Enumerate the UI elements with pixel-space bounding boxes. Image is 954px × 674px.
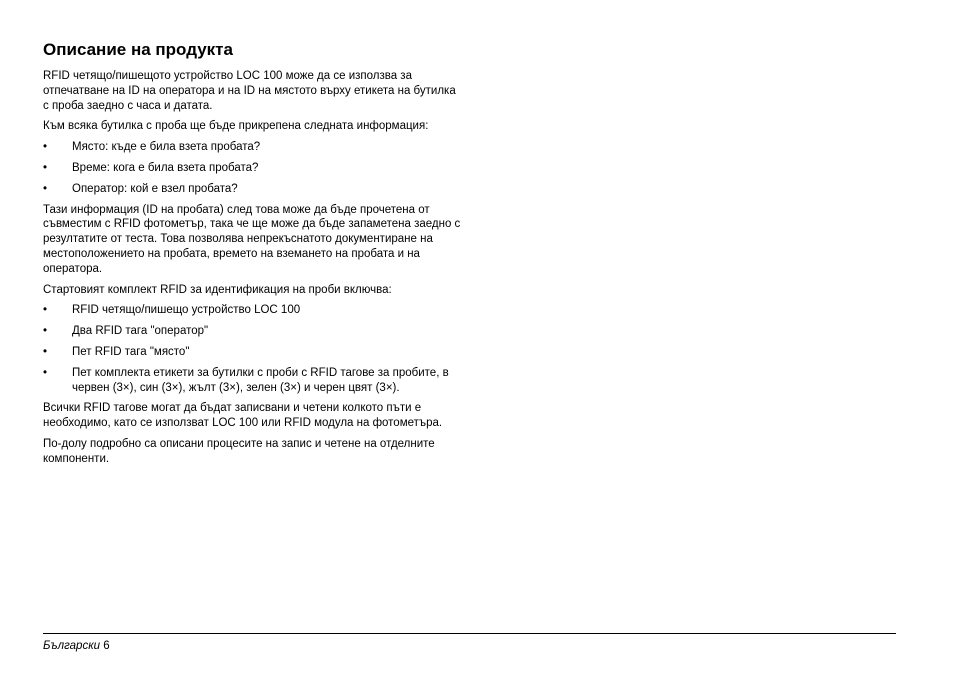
page-number: 6: [103, 640, 110, 652]
bullet-icon: •: [43, 345, 48, 358]
list-item: [43, 140, 463, 155]
list-item: [43, 303, 463, 318]
bullet-icon: •: [43, 141, 48, 154]
rewrite-paragraph: Всички RFID тагове могат да бъдат записвани и четени колкото пъти е необходимо, като се използват LOC 100 или RFID модула на фотометъра.: [43, 402, 443, 430]
list-item-text: Пет комплекта етикети за бутилки с проби с RFID тагове за пробите, в червен (3×), син (3×), жълт (3×), зелен (3×) и черен цвят (3×).: [72, 366, 449, 394]
list-item-text: Оператор: кой е взел пробата?: [72, 182, 238, 195]
list-item-text: Два RFID тага "оператор": [72, 325, 209, 338]
closing-paragraph: По-долу подробно са описани процесите на запис и четене на отделните компоненти.: [43, 437, 435, 465]
list-item: [43, 345, 463, 360]
bullet-icon: •: [43, 325, 48, 338]
list-item: [43, 324, 463, 339]
list-item: [43, 182, 463, 197]
bullet-icon: •: [43, 304, 48, 317]
list-item: [43, 366, 463, 396]
list-item-text: Място: къде е била взета пробата?: [72, 141, 261, 154]
info-list: [43, 140, 463, 196]
main-content: [43, 40, 463, 473]
info-intro-paragraph: Към всяка бутилка с проба ще бъде прикрепена следната информация:: [43, 120, 429, 133]
list-item-text: RFID четящо/пишещо устройство LOC 100: [72, 304, 301, 317]
footer-language: Български: [43, 640, 101, 652]
list-item-text: Време: кога е била взета пробата?: [72, 161, 259, 174]
kit-intro-paragraph: Стартовият комплект RFID за идентификация на проби включва:: [43, 283, 392, 296]
info-usage-paragraph: Тази информация (ID на пробата) след това може да бъде прочетена от съвместим с RFID фотометър, така че ще може да бъде запаметена заедно с резултатите от теста. Това позволява непрекъснатото документиране на местоположението на пробата, времето на вземането на пробата и на оператора.: [43, 203, 461, 275]
section-heading: Описание на продукта: [43, 40, 233, 59]
bullet-icon: •: [43, 182, 48, 195]
kit-list: [43, 303, 463, 395]
list-item: [43, 161, 463, 176]
bullet-icon: •: [43, 366, 48, 379]
bullet-icon: •: [43, 161, 48, 174]
footer-divider: [43, 633, 896, 634]
page-footer: [43, 639, 110, 653]
intro-paragraph: RFID четящо/пишещото устройство LOC 100 може да се използва за отпечатване на ID на оператора и на ID на мястото върху етикета на бутилка с проба заедно с часа и датата.: [43, 70, 456, 112]
list-item-text: Пет RFID тага "място": [72, 345, 190, 358]
